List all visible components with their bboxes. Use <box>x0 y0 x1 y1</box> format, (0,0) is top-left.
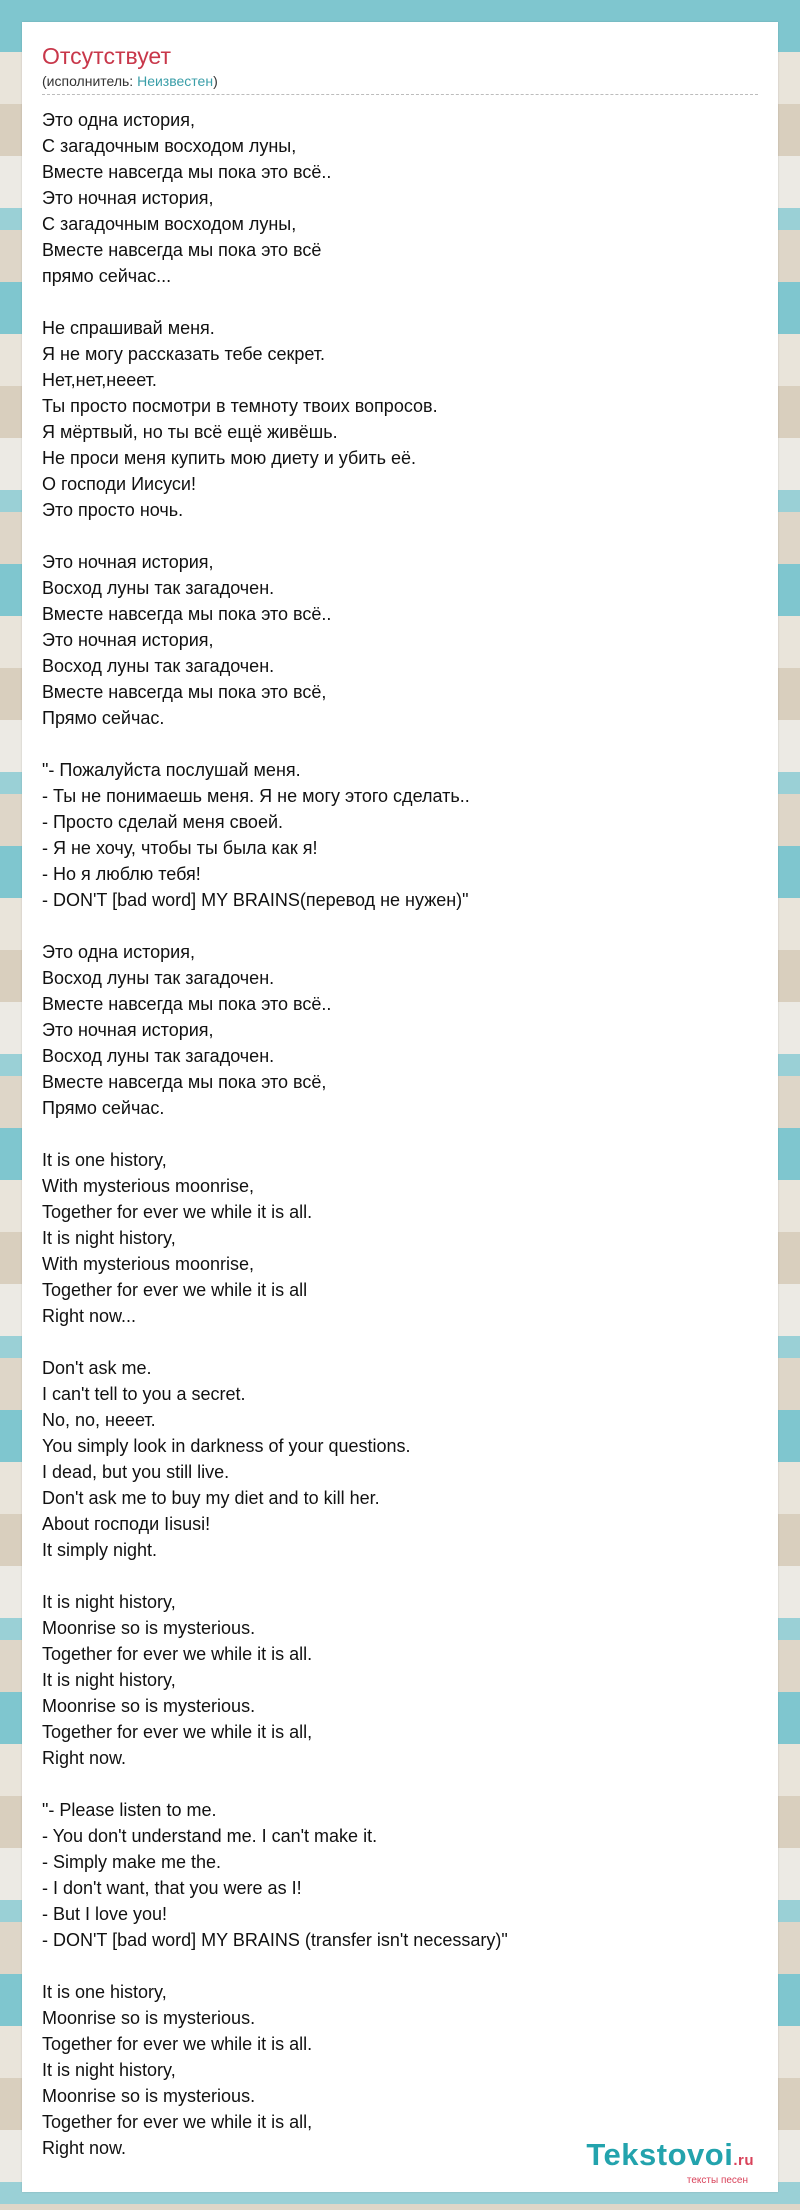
lyric-line: Это одна история, <box>42 942 195 962</box>
lyric-line: - Просто сделай меня своей. <box>42 812 284 832</box>
lyric-line: Moonrise so is mysterious. <box>42 1696 256 1716</box>
lyric-line: С загадочным восходом луны, <box>42 136 297 156</box>
lyric-line: Right now. <box>42 1748 127 1768</box>
lyric-line: - I don't want, that you were as I! <box>42 1878 302 1898</box>
lyric-line: Не проси меня купить мою диету и убить её. <box>42 448 416 468</box>
lyric-line: I can't tell to you a secret. <box>42 1384 246 1404</box>
lyric-line: - DON'T [bad word] MY BRAINS (transfer isn't necessary)" <box>42 1930 508 1950</box>
lyric-line: Together for ever we while it is all, <box>42 2112 313 2132</box>
lyric-line: - Simply make me the. <box>42 1852 222 1872</box>
lyric-stanza <box>42 757 758 913</box>
lyric-line: Right now. <box>42 2138 127 2158</box>
lyric-line: Together for ever we while it is all. <box>42 1202 313 1222</box>
lyric-line: - DON'T [bad word] MY BRAINS(перевод не нужен)" <box>42 890 469 910</box>
song-title: Отсутствует <box>42 43 171 69</box>
lyric-line: Together for ever we while it is all. <box>42 2034 313 2054</box>
lyric-stanza <box>42 1797 758 1953</box>
lyric-line: Ты просто посмотри в темноту твоих вопросов. <box>42 396 438 416</box>
lyric-line: Moonrise so is mysterious. <box>42 2086 256 2106</box>
lyric-line: It is one history, <box>42 1150 167 1170</box>
lyric-line: Восход луны так загадочен. <box>42 968 275 988</box>
lyric-stanza <box>42 1355 758 1563</box>
lyric-line: It simply night. <box>42 1540 158 1560</box>
lyric-line: It is night history, <box>42 2060 176 2080</box>
lyric-line: With mysterious moonrise, <box>42 1254 255 1274</box>
artist-link[interactable]: Неизвестен <box>137 73 214 89</box>
lyric-stanza <box>42 549 758 731</box>
lyric-line: - Я не хочу, чтобы ты была как я! <box>42 838 318 858</box>
logo-name: Tekstovoi <box>586 2137 734 2172</box>
lyric-line: Don't ask me to buy my diet and to kill her. <box>42 1488 380 1508</box>
lyric-stanza <box>42 107 758 289</box>
lyric-line: With mysterious moonrise, <box>42 1176 255 1196</box>
lyric-line: It is night history, <box>42 1228 176 1248</box>
artist-prefix: (исполнитель: <box>42 73 138 89</box>
lyric-line: - But I love you! <box>42 1904 168 1924</box>
lyric-line: О господи Иисуси! <box>42 474 196 494</box>
lyrics-body <box>42 107 758 2161</box>
lyric-stanza <box>42 1147 758 1329</box>
artist-line <box>42 72 758 95</box>
lyric-line: Я мёртвый, но ты всё ещё живёшь. <box>42 422 338 442</box>
lyric-line: С загадочным восходом луны, <box>42 214 297 234</box>
lyric-line: Нет,нет,нееет. <box>42 370 157 390</box>
artist-suffix: ) <box>213 73 218 89</box>
lyric-line: "- Пожалуйста послушай меня. <box>42 760 301 780</box>
lyric-line: "- Please listen to me. <box>42 1800 217 1820</box>
lyric-line: About господи Iisusi! <box>42 1514 211 1534</box>
lyric-line: I dead, but you still live. <box>42 1462 230 1482</box>
lyric-line: Я не могу рассказать тебе секрет. <box>42 344 326 364</box>
site-logo[interactable] <box>586 2139 754 2186</box>
lyric-line: Вместе навсегда мы пока это всё.. <box>42 994 332 1014</box>
lyric-line: It is one history, <box>42 1982 167 2002</box>
logo-wordmark <box>586 2139 754 2177</box>
lyric-line: Вместе навсегда мы пока это всё.. <box>42 604 332 624</box>
lyric-line: - Ты не понимаешь меня. Я не могу этого сделать.. <box>42 786 470 806</box>
lyric-line: Это ночная история, <box>42 630 214 650</box>
lyric-line: Это просто ночь. <box>42 500 184 520</box>
lyric-line: It is night history, <box>42 1670 176 1690</box>
lyric-line: Moonrise so is mysterious. <box>42 1618 256 1638</box>
lyric-line: Вместе навсегда мы пока это всё <box>42 240 322 260</box>
lyric-stanza <box>42 315 758 523</box>
logo-tld: .ru <box>733 2152 754 2169</box>
lyric-stanza <box>42 1589 758 1771</box>
logo-tagline: тексты песен <box>686 2175 748 2186</box>
lyric-line: прямо сейчас... <box>42 266 172 286</box>
lyric-line: Не спрашивай меня. <box>42 318 215 338</box>
lyric-line: Это одна история, <box>42 110 195 130</box>
lyric-line: Don't ask me. <box>42 1358 152 1378</box>
lyric-line: - You don't understand me. I can't make it. <box>42 1826 378 1846</box>
lyric-line: Восход луны так загадочен. <box>42 578 275 598</box>
lyric-line: Moonrise so is mysterious. <box>42 2008 256 2028</box>
lyric-line: Это ночная история, <box>42 1020 214 1040</box>
lyric-line: Вместе навсегда мы пока это всё.. <box>42 162 332 182</box>
lyric-line: - Но я люблю тебя! <box>42 864 201 884</box>
lyric-line: Прямо сейчас. <box>42 708 165 728</box>
lyrics-card <box>22 22 778 2192</box>
lyric-line: Right now... <box>42 1306 137 1326</box>
lyric-line: It is night history, <box>42 1592 176 1612</box>
lyric-line: Together for ever we while it is all <box>42 1280 308 1300</box>
lyric-line: Вместе навсегда мы пока это всё, <box>42 682 327 702</box>
lyric-line: Прямо сейчас. <box>42 1098 165 1118</box>
lyric-line: Восход луны так загадочен. <box>42 656 275 676</box>
lyric-line: Это ночная история, <box>42 552 214 572</box>
lyric-line: Together for ever we while it is all, <box>42 1722 313 1742</box>
lyric-line: Together for ever we while it is all. <box>42 1644 313 1664</box>
lyric-line: Восход луны так загадочен. <box>42 1046 275 1066</box>
lyric-stanza <box>42 939 758 1121</box>
lyric-line: Это ночная история, <box>42 188 214 208</box>
lyric-line: Вместе навсегда мы пока это всё, <box>42 1072 327 1092</box>
lyric-line: You simply look in darkness of your questions. <box>42 1436 411 1456</box>
lyric-stanza <box>42 1979 758 2161</box>
lyric-line: No, no, нееет. <box>42 1410 156 1430</box>
